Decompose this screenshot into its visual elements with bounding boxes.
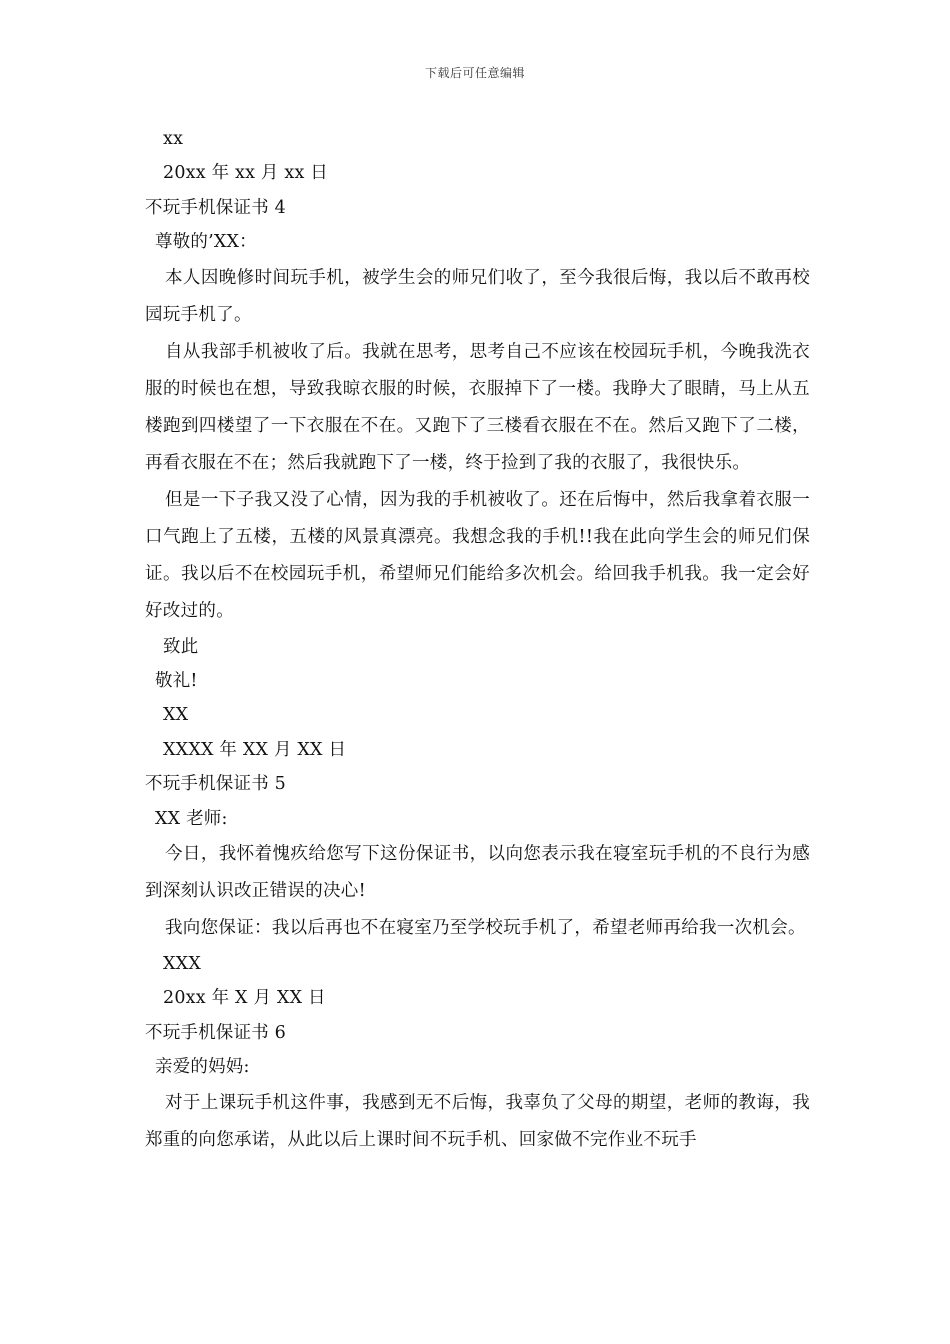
salutation-5: XX 老师: bbox=[155, 808, 228, 829]
document-body bbox=[145, 122, 810, 1159]
signature: xx bbox=[163, 129, 184, 149]
page-header-note: 下载后可任意编辑 bbox=[424, 66, 525, 80]
salutation-6: 亲爱的妈妈: bbox=[155, 1057, 250, 1078]
salutation-4: 尊敬的’XX： bbox=[155, 232, 257, 253]
paragraph-4-3: 但是一下子我又没了心情，因为我的手机被收了。还在后悔中，然后我拿着衣服一口气跑上了五楼，五楼的风景真漂亮。我想念我的手机!!我在此向学生会的师兄们保证。我以后不在校园玩手机，希望师兄们能给多次机会。给回我手机我。我一定会好好改过的。 bbox=[145, 489, 810, 621]
paragraph-4-2: 自从我部手机被收了后。我就在思考，思考自己不应该在校园玩手机，今晚我洗衣服的时候也在想，导致我晾衣服的时候，衣服掉下了一楼。我睁大了眼睛，马上从五楼跑到四楼望了一下衣服在不在。又跑下了三楼看衣服在不在。然后又跑下了二楼，再看衣服在不在；然后我就跑下了一楼，终于捡到了我的衣服了，我很快乐。 bbox=[145, 341, 810, 473]
section-title-6: 不玩手机保证书 6 bbox=[145, 1022, 286, 1043]
section-title-5: 不玩手机保证书 5 bbox=[145, 774, 286, 795]
paragraph-5-2: 我向您保证：我以后再也不在寝室乃至学校玩手机了，希望老师再给我一次机会。 bbox=[165, 918, 806, 939]
paragraph-5-1: 今日，我怀着愧疚给您写下这份保证书，以向您表示我在寝室玩手机的不良行为感到深刻认识改正错误的决心! bbox=[145, 844, 810, 902]
signature-4: XX bbox=[163, 705, 189, 726]
paragraph-4-1: 本人因晚修时间玩手机，被学生会的师兄们收了，至今我很后悔，我以后不敢再校园玩手机了。 bbox=[145, 267, 810, 325]
closing-line-1: 致此 bbox=[163, 636, 199, 657]
signature-5: XXX bbox=[163, 954, 201, 975]
date-line-5: 20xx 年 X 月 XX 日 bbox=[163, 988, 326, 1009]
closing-line-2: 敬礼! bbox=[155, 671, 198, 692]
paragraph-6-1: 对于上课玩手机这件事，我感到无不后悔，我辜负了父母的期望，老师的教诲，我郑重的向您承诺，从此以后上课时间不玩手机、回家做不完作业不玩手 bbox=[145, 1092, 810, 1150]
date-line-4: XXXX 年 XX 月 XX 日 bbox=[163, 739, 347, 760]
section-title-4: 不玩手机保证书 4 bbox=[145, 197, 286, 218]
date-line: 20xx 年 xx 月 xx 日 bbox=[163, 163, 328, 184]
